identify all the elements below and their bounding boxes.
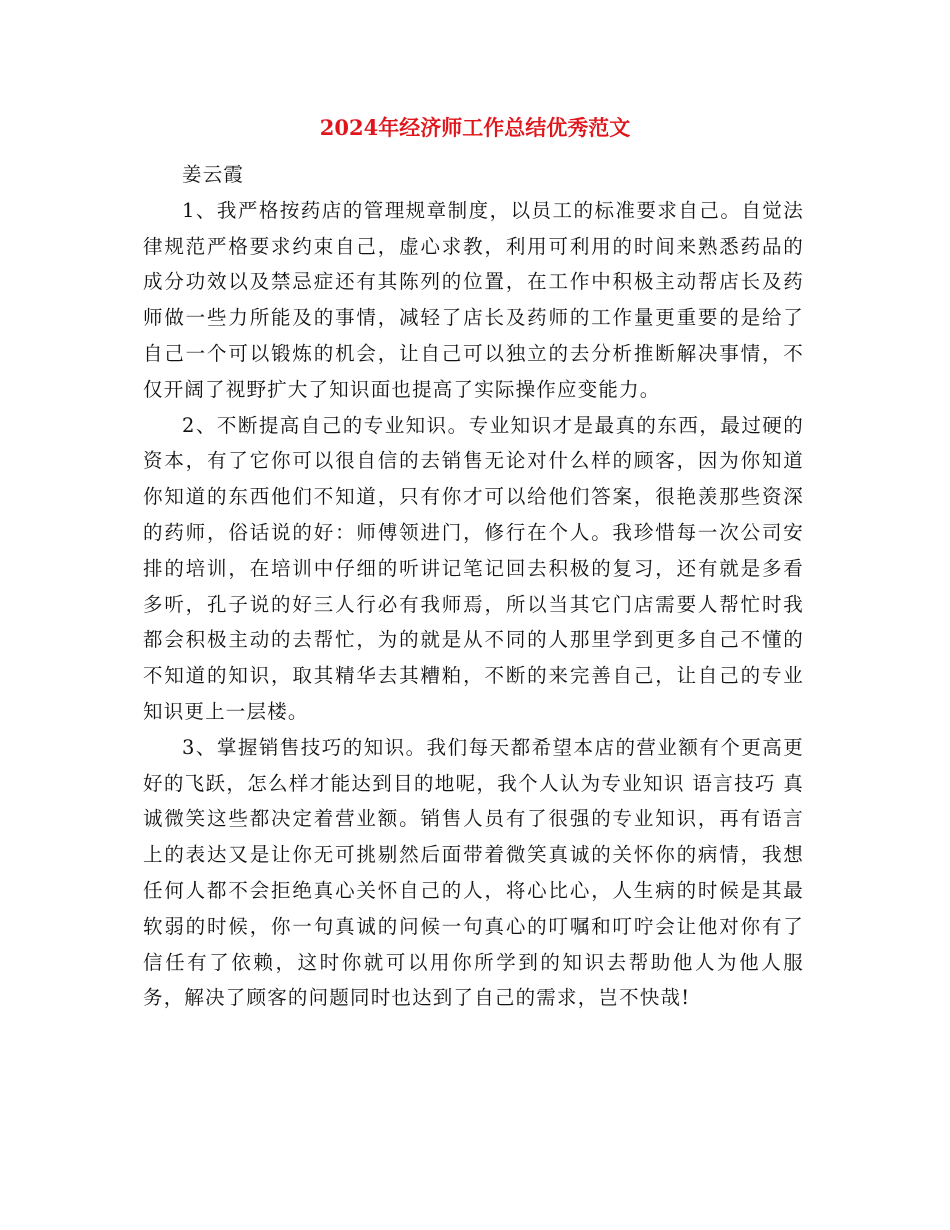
author-name: 姜云霞: [182, 163, 245, 186]
paragraph-3: 3、掌握销售技巧的知识。我们每天都希望本店的营业额有个更高更好的飞跃，怎么样才能达到目的地呢，我个人认为专业知识 语言技巧 真诚微笑这些都决定着营业额。销售人员有了很强的专业知识，再有语言上的表达又是让你无可挑剔然后面带着微笑真诚的关怀你的病情，我想任何人都不会拒绝真心关怀自己的人，将心比心，人生病的时候是其最软弱的时候，你一句真诚的问候一句真心的叮嘱和叮咛会让他对你有了信任有了依赖，这时你就可以用你所学到的知识去帮助他人为他人服务，解决了顾客的问题同时也达到了自己的需求，岂不快哉!: [143, 735, 804, 1010]
document-title: 2024年经济师工作总结优秀范文: [319, 115, 631, 140]
paragraph-1: 1、我严格按药店的管理规章制度，以员工的标准要求自己。自觉法律规范严格要求约束自己，虚心求教，利用可利用的时间来熟悉药品的成分功效以及禁忌症还有其陈列的位置，在工作中积极主动帮店长及药师做一些力所能及的事情，减轻了店长及药师的工作量更重要的是给了自己一个可以锻炼的机会，让自己可以独立的去分析推断解决事情，不仅开阔了视野扩大了知识面也提高了实际操作应变能力。: [143, 198, 804, 401]
document-body: [143, 157, 804, 1016]
paragraph-2: 2、不断提高自己的专业知识。专业知识才是最真的东西，最过硬的资本，有了它你可以很自信的去销售无论对什么样的顾客，因为你知道你知道的东西他们不知道，只有你才可以给他们答案，很艳羡那些资深的药师，俗话说的好：师傅领进门，修行在个人。我珍惜每一次公司安排的培训，在培训中仔细的听讲记笔记回去积极的复习，还有就是多看多听，孔子说的好三人行必有我师焉，所以当其它门店需要人帮忙时我都会积极主动的去帮忙，为的就是从不同的人那里学到更多自己不懂的不知道的知识，取其精华去其糟粕，不断的来完善自己，让自己的专业知识更上一层楼。: [143, 413, 804, 723]
